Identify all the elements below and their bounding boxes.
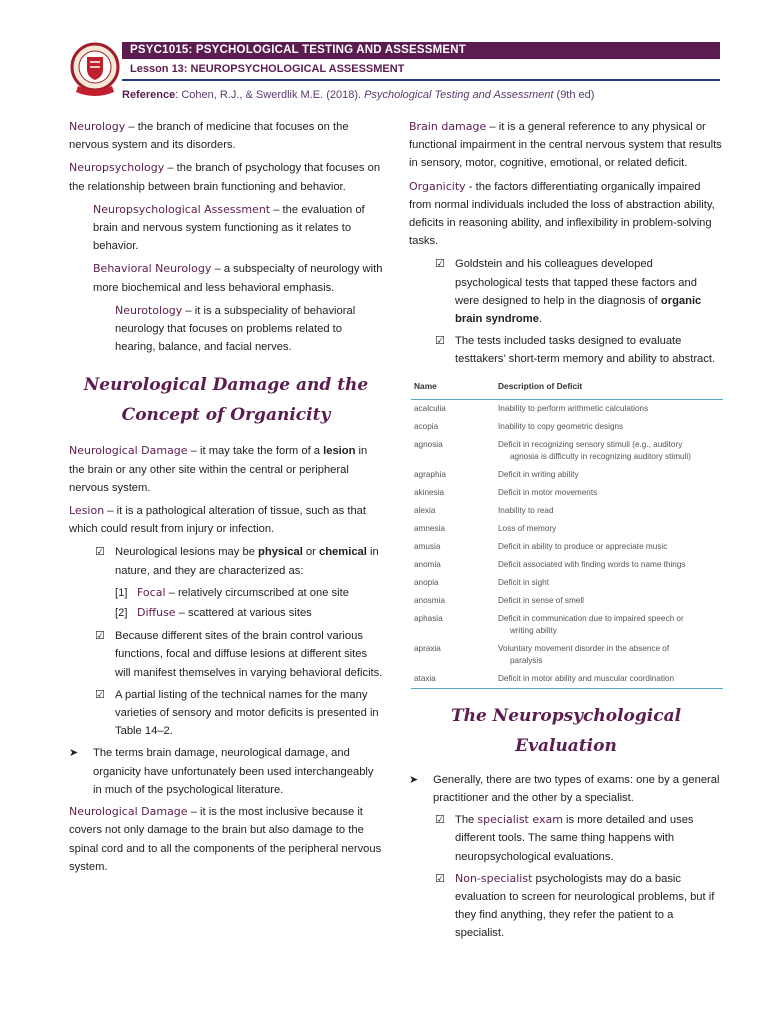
deficit-name-cell: acalculia [414,403,446,413]
description-line: Voluntary movement disorder in the absence of [498,643,670,653]
description-line: Deficit in motor ability and muscular coordination [498,673,675,683]
numbered-item-diffuse [115,604,383,622]
deficit-name-cell: anosmia [414,595,445,605]
bold-lesion: lesion [323,445,356,458]
table-row [411,670,723,689]
def-neurology [69,118,383,154]
checklist-item [435,811,723,866]
column-header-description: Description of Deficit [495,375,723,400]
deficit-name-cell: amusia [414,541,441,551]
term-diffuse: Diffuse [137,606,176,620]
table-row [411,592,723,610]
deficit-name-cell: ataxia [411,670,495,689]
deficit-name-cell: agraphia [414,469,446,479]
deficit-description-cell [495,538,723,556]
checklist-text: Because different sites of the brain control various functions, focal and diffuse lesions at different sites will manifest themselves in varying behavioral deficits. [115,630,383,679]
section-title-line: Neurological Damage and the [83,375,369,396]
column-header-name: Name [411,375,495,400]
checklist-text: The tests included tasks designed to evaluate testtakers’ short-term memory and ability to abstract. [455,335,716,366]
checklist-item [95,627,383,682]
term-neurological-damage: Neurological Damage [69,444,188,458]
checklist-text: A partial listing of the technical names for the many varieties of sensory and motor deficits is presented in Table 14–2. [115,688,379,738]
def-neuropsychology [69,159,383,195]
description-line: Deficit in ability to produce or appreciate music [498,541,668,551]
section-title-neurological-damage [69,370,383,430]
deficit-name-cell: aphasia [414,613,443,623]
checklist-text: Goldstein and his colleagues developed psychological tests that tapped these factors and were designed to help in the diagnosis of organic brain syndrome. [455,258,702,326]
term-neurology: Neurology [69,120,126,133]
def-text: – a subspecialty of neurology with more biochemical and less behavioral emphasis. [93,263,383,294]
checkbox-icon: ☑ [435,872,445,885]
item-number: [2] [115,607,128,620]
table-row [411,399,723,418]
header-rule [122,79,720,81]
table-row [411,574,723,592]
deficit-name-cell: anopia [414,577,439,587]
def-text: – it is the most inclusive because it covers not only damage to the brain but also damage to the spinal cord and to all the components of the peripheral nervous system. [69,806,382,873]
def-text: – it is a subspeciality of behavioral neurology that focuses on problems related to hearing, balance, and facial nerves. [115,304,356,354]
description-line: Loss of memory [498,523,557,533]
checkbox-icon: ☑ [95,630,105,643]
def-text: – it may take the form of a [187,445,324,458]
section-title-neuropsych-evaluation: The Neuropsychological Evaluation [450,705,682,756]
term-specialist-exam: specialist exam [477,813,563,827]
term-lesion: Lesion [69,504,105,518]
def-text: – it is a general reference to any physical or functional impairment in the central nervous system that results in sensory, motor, cognitive, emotional, or related deficit. [409,121,722,170]
left-column [69,118,383,881]
right-column [409,118,723,947]
checkbox-icon: ☑ [435,335,445,348]
term-behavioral-neurology: Behavioral Neurology [93,262,212,276]
description-line-continued: paralysis [510,655,543,665]
deficit-description-cell [495,502,723,520]
arrow-bullet-item [69,744,383,799]
deficit-description-cell [495,640,723,670]
deficit-description-cell [495,520,723,538]
deficit-description-cell [495,610,723,640]
description-line: Deficit in motor movements [498,487,598,497]
def-neurological-damage-2 [69,803,383,876]
description-line: Deficit in sense of smell [498,595,585,605]
reference-authors: Cohen, R.J., & Swerdlik M.E. (2018). [181,89,362,101]
deficit-description-cell [495,399,723,418]
table-row [411,466,723,484]
reference-line: Reference: Cohen, R.J., & Swerdlik M.E. (2018). Psychological Testing and Assessment (9th ed) [122,89,595,101]
term-non-specialist: Non-specialist [455,871,533,885]
item-number: [1] [115,586,128,599]
term-focal: Focal [137,585,166,599]
course-title-bar: PSYC1015: PSYCHOLOGICAL TESTING AND ASSESSMENT [122,42,720,59]
reference-title: Psychological Testing and Assessment [364,89,554,101]
description-line: Deficit in sight [498,577,549,587]
def-text: – scattered at various sites [175,607,312,620]
deficit-name-cell: agnosia [414,439,443,449]
table-body [411,399,723,688]
description-line: Inability to read [498,505,554,515]
section-title-line: Concept of Organicity [121,405,331,426]
checkbox-icon: ☑ [95,546,105,559]
table-row [411,502,723,520]
def-text: – the branch of psychology that focuses on the relationship between brain functioning and behavior. [69,162,381,193]
deficit-name-cell: alexia [414,505,436,515]
deficit-name-cell: anomia [414,559,441,569]
term-neuropsych-assessment: Neuropsychological Assessment [93,202,271,216]
table-header-row [411,375,723,400]
arrow-bullet-icon: ➤ [409,773,419,786]
def-text: – it is a pathological alteration of tissue, such as that which could result from injury or infection. [69,505,367,536]
university-seal-logo [70,42,120,98]
term-brain-damage: Brain damage [409,120,487,133]
deficit-description-cell [495,574,723,592]
table-row [411,610,723,640]
def-text: – relatively circumscribed at one site [165,586,349,599]
term-neurotology: Neurotology [115,303,183,317]
table-row [411,484,723,502]
table-row [411,418,723,436]
def-text: in the brain or any other site within the central or peripheral nervous system. [69,445,368,494]
checklist-item [95,543,383,579]
deficit-description-cell [495,436,723,466]
deficit-description-cell [495,484,723,502]
def-text: - the factors differentiating organically impaired from normal individuals included the loss of abstraction ability, deficits in reasoning ability, and inflexibility in problem-solving tasks. [409,180,715,248]
def-neuropsych-assessment [93,201,383,256]
deficits-table [411,375,723,689]
checkbox-icon: ☑ [435,814,445,827]
deficit-name-cell: acopia [414,421,439,431]
table-row [411,538,723,556]
deficit-description-cell [495,670,723,689]
table-row [411,436,723,466]
deficit-name-cell: amnesia [414,523,445,533]
description-line-continued: writing ability [510,625,557,635]
deficit-name-cell: akinesia [414,487,445,497]
def-neurotology [115,302,383,357]
deficit-name-cell: apraxia [414,643,441,653]
numbered-item-focal [115,584,383,602]
deficit-description-cell [495,418,723,436]
description-line: Deficit in writing ability [498,469,579,479]
description-line: Deficit in recognizing sensory stimuli (e.g., auditory [498,439,683,449]
checklist-text: Neurological lesions may be physical or chemical in nature, and they are characterized as: [115,546,379,577]
table-row [411,556,723,574]
checkbox-icon: ☑ [435,258,445,271]
def-neurological-damage [69,442,383,497]
checklist-text: Non-specialist psychologists may do a basic evaluation to screen for neurological problems, but if they find anything, they refer the patient to a specialist. [455,871,715,940]
term-organicity: Organicity [409,179,466,193]
lesson-title: Lesson 13: NEUROPSYCHOLOGICAL ASSESSMENT [130,63,405,75]
checklist-text: The specialist exam is more detailed and uses different tools. The same thing happens with neuropsychological evaluations. [455,813,694,863]
checklist-item [435,255,723,328]
bullet-text: Generally, there are two types of exams: one by a general practitioner and the other by a specialist. [433,773,720,805]
def-text: – the branch of medicine that focuses on the nervous system and its disorders. [69,121,349,152]
description-line-continued: agnosia is difficulty in recognizing auditory stimuli) [510,451,691,461]
reference-label: Reference [122,89,176,101]
bullet-text: The terms brain damage, neurological damage, and organicity have unfortunately been used interchangeably in much of the psychological literature. [93,747,374,796]
arrow-bullet-icon: ➤ [69,747,79,760]
checkbox-icon: ☑ [95,688,105,701]
description-line: Deficit associated with finding words to name things [498,559,686,569]
def-organicity [409,178,723,251]
term-neurological-damage: Neurological Damage [69,805,188,819]
def-brain-damage [409,118,723,173]
def-behavioral-neurology [93,260,383,296]
def-text: – the evaluation of brain and nervous system functioning as it relates to behavior. [93,203,365,253]
description-line: Inability to copy geometric designs [498,421,624,431]
deficit-description-cell [495,592,723,610]
description-line: Deficit in communication due to impaired speech or [498,613,684,623]
description-line: Inability to perform arithmetic calculations [498,403,649,413]
checklist-item [435,332,723,368]
term-neuropsychology: Neuropsychology [69,161,165,175]
deficit-description-cell [495,466,723,484]
def-lesion [69,502,383,538]
table-row [411,520,723,538]
deficit-description-cell [495,556,723,574]
table-row [411,640,723,670]
arrow-bullet-item [409,771,723,807]
checklist-item [435,870,723,943]
checklist-item [95,686,383,741]
reference-edition: (9th ed) [556,89,595,101]
